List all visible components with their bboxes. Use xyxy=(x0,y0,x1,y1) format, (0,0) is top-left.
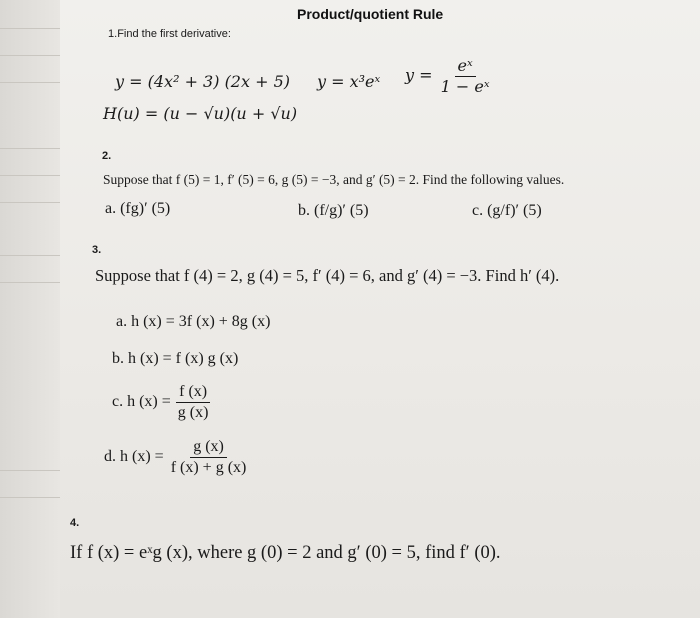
q1-expr-b: y = x³eˣ xyxy=(317,72,381,91)
q1-expr-c xyxy=(405,57,493,95)
q3-part-d xyxy=(104,438,249,476)
q2-part-a: a. (fg)′ (5) xyxy=(105,200,171,217)
q3-part-d-numerator: g (x) xyxy=(190,438,227,458)
q1-expr-a: y = (4x² + 3) (2x + 5) xyxy=(115,72,291,91)
q1-expr-c-denominator: 1 − eˣ xyxy=(440,76,490,96)
q3-part-c xyxy=(112,383,211,421)
binder-margin xyxy=(0,0,60,618)
q3-part-c-lhs: c. h (x) = xyxy=(112,392,171,410)
q3-part-c-numerator: f (x) xyxy=(176,383,210,403)
q3-part-a: a. h (x) = 3f (x) + 8g (x) xyxy=(116,313,271,330)
q2-number: 2. xyxy=(102,150,112,162)
q1-expr-c-numerator: eˣ xyxy=(455,57,476,77)
q2-part-c: c. (g/f)′ (5) xyxy=(472,202,542,219)
q3-part-c-fraction xyxy=(175,383,212,421)
q3-part-d-fraction xyxy=(168,438,250,476)
q3-part-d-denominator: f (x) + g (x) xyxy=(170,458,247,476)
q4-text: If f (x) = eˣg (x), where g (0) = 2 and g′ (0) = 5, find f′ (0). xyxy=(70,543,501,563)
q2-part-b: b. (f/g)′ (5) xyxy=(298,202,369,219)
q1-expr-c-fraction xyxy=(438,57,493,95)
q2-text: Suppose that f (5) = 1, f′ (5) = 6, g (5) = −3, and g′ (5) = 2. Find the following values. xyxy=(103,172,565,187)
q1-number: 1. xyxy=(108,28,118,40)
q1-heading xyxy=(108,28,231,40)
q3-part-b: b. h (x) = f (x) g (x) xyxy=(112,350,239,367)
q1-prompt: Find the first derivative: xyxy=(117,28,231,40)
q4-number: 4. xyxy=(70,517,80,529)
q1-expr-d: H(u) = (u − √u)(u + √u) xyxy=(103,104,298,123)
q3-part-d-lhs: d. h (x) = xyxy=(104,447,164,465)
q3-text: Suppose that f (4) = 2, g (4) = 5, f′ (4) = 6, and g′ (4) = −3. Find h′ (4). xyxy=(95,266,560,285)
page-title: Product/quotient Rule xyxy=(297,6,444,22)
q3-part-c-denominator: g (x) xyxy=(177,403,209,421)
q3-number: 3. xyxy=(92,244,102,256)
q1-expr-c-lhs: y = xyxy=(405,65,433,85)
